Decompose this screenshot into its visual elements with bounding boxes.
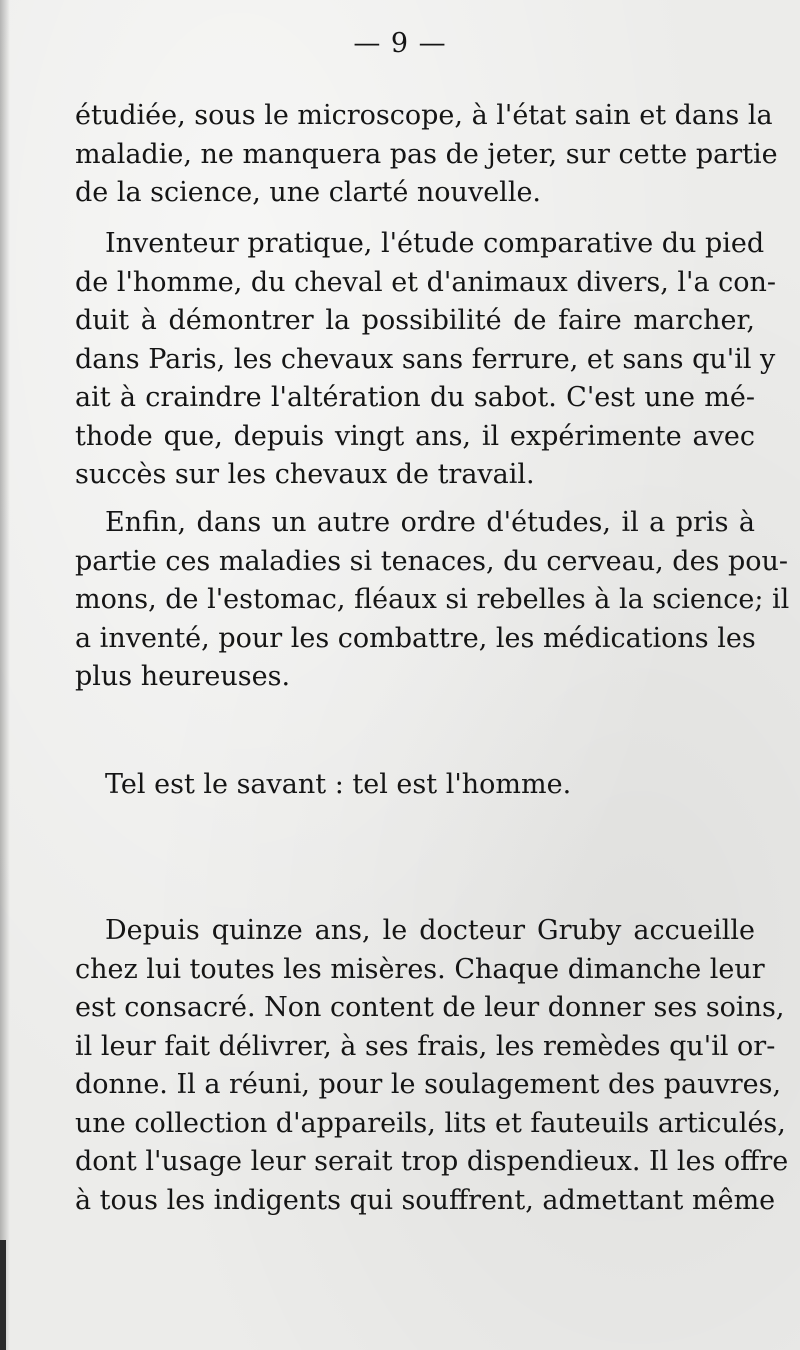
text-line: succès sur les chevaux de travail. bbox=[75, 459, 535, 490]
text-line: de la science, une clarté nouvelle. bbox=[75, 177, 542, 208]
text-line: une collection d'appareils, lits et fauteuils articulés, bbox=[75, 1107, 786, 1139]
binding-edge bbox=[0, 1240, 6, 1350]
paragraph-maladies bbox=[75, 504, 790, 697]
paragraph-gruby bbox=[75, 912, 789, 1220]
page-edge-shadow bbox=[0, 0, 10, 1350]
text-line: chez lui toutes les misères. Chaque dimanche leur bbox=[75, 953, 765, 985]
text-line: étudiée, sous le microscope, à l'état sain et dans la bbox=[75, 100, 773, 131]
text-line: partie ces maladies si tenaces, du cerveau, des pou- bbox=[75, 545, 789, 577]
text-line: dans Paris, les chevaux sans ferrure, et sans qu'il y bbox=[75, 343, 776, 375]
text-line: maladie, ne manquera pas de jeter, sur cette partie bbox=[75, 138, 778, 170]
text-line: Inventeur pratique, l'étude comparative du pied bbox=[105, 228, 765, 259]
text-line: donne. Il a réuni, pour le soulagement des pauvres, bbox=[75, 1069, 782, 1100]
text-line: thode que, depuis vingt ans, il expérimente avec bbox=[75, 420, 755, 452]
text-line: plus heureuses. bbox=[75, 661, 291, 692]
paragraph-inventor bbox=[75, 225, 777, 495]
paragraph-continuation bbox=[75, 97, 778, 213]
text-line: de l'homme, du cheval et d'animaux divers, l'a con- bbox=[75, 266, 777, 298]
text-line: il leur fait délivrer, à ses frais, les remèdes qu'il or- bbox=[75, 1030, 776, 1062]
text-line: mons, de l'estomac, fléaux si rebelles à la science; il bbox=[75, 584, 790, 615]
text-line: dont l'usage leur serait trop dispendieux. Il les offre bbox=[75, 1146, 789, 1177]
text-line: Enfin, dans un autre ordre d'études, il a pris à bbox=[105, 507, 755, 538]
text-line: Depuis quinze ans, le docteur Gruby accueille bbox=[105, 915, 755, 946]
page-number: — 9 — bbox=[353, 28, 447, 59]
text-line: a inventé, pour les combattre, les médications les bbox=[75, 622, 756, 654]
text-line: à tous les indigents qui souffrent, admettant même bbox=[75, 1184, 776, 1216]
text-line: duit à démontrer la possibilité de faire marcher, bbox=[75, 305, 755, 336]
text-line: ait à craindre l'altération du sabot. C'est une mé- bbox=[75, 382, 755, 413]
text-line: est consacré. Non content de leur donner ses soins, bbox=[75, 992, 785, 1023]
statement-line: Tel est le savant : tel est l'homme. bbox=[105, 769, 572, 800]
